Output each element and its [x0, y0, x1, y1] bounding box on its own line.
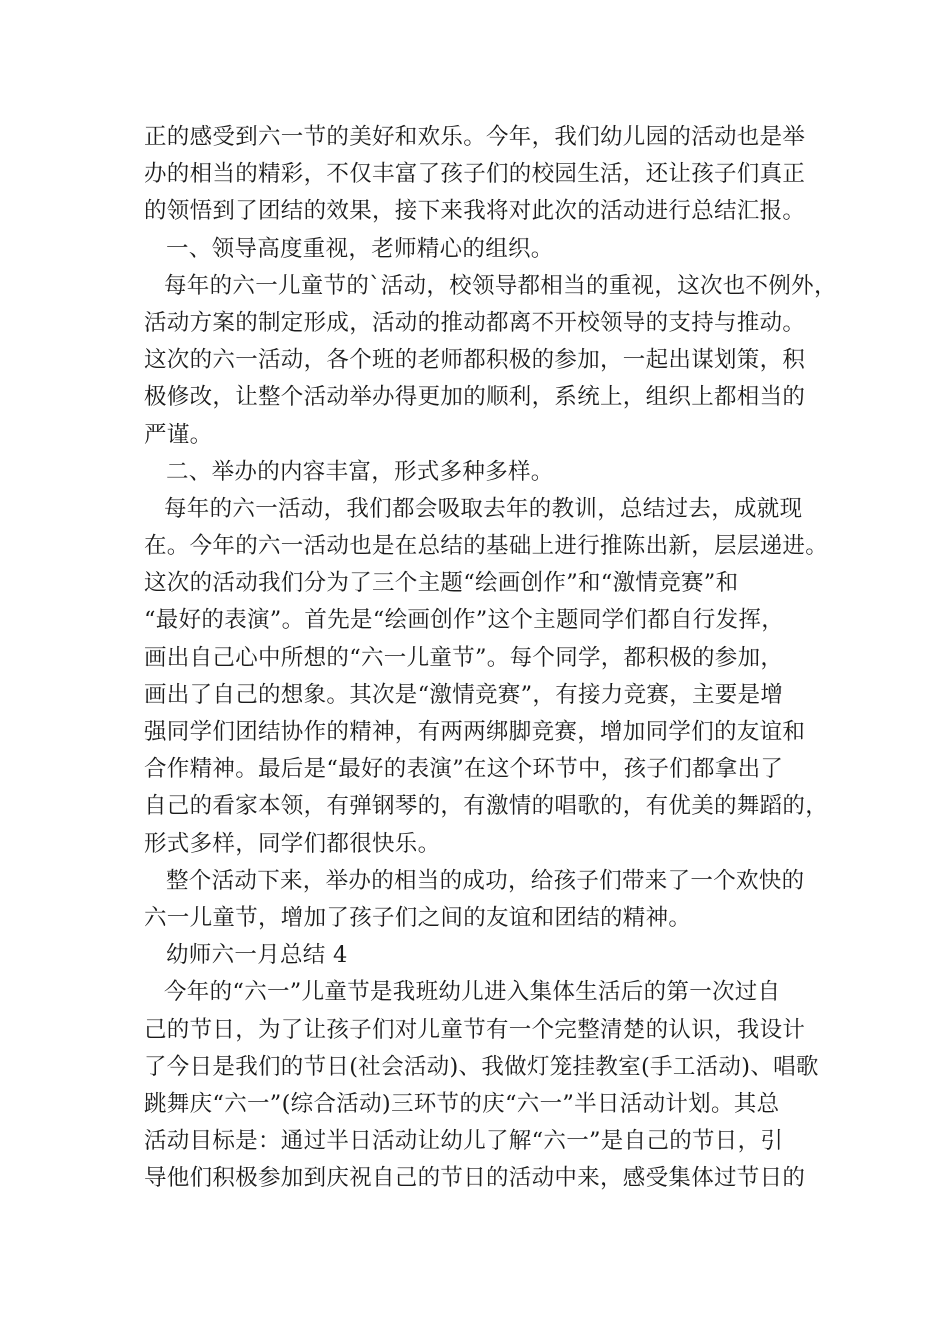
- text-line: 办的相当的精彩，不仅丰富了孩子们的校园生活，还让孩子们真正: [144, 161, 806, 188]
- section-heading: 幼师六一月总结 4: [166, 942, 348, 969]
- text-line: “最好的表演”。首先是“绘画创作”这个主题同学们都自行发挥，: [144, 607, 785, 634]
- text-line: 极修改，让整个活动举办得更加的顺利，系统上，组织上都相当的: [144, 384, 806, 411]
- text-line: 己的节日，为了让孩子们对儿童节有一个完整清楚的认识，我设计: [144, 1016, 806, 1043]
- text-line: 正的感受到六一节的美好和欢乐。今年，我们幼儿园的活动也是举: [144, 124, 806, 150]
- text-line: 活动方案的制定形成，活动的推动都离不开校领导的支持与推动。: [144, 309, 806, 336]
- text-line: 今年的“六一”儿童节是我班幼儿进入集体生活后的第一次过自: [164, 979, 781, 1006]
- text-line: 每年的六一儿童节的`活动，校领导都相当的重视，这次也不例外，: [164, 272, 837, 299]
- text-line: 跳舞庆“六一”(综合活动)三环节的庆“六一”半日活动计划。其总: [144, 1090, 780, 1117]
- text-line: 形式多样，同学们都很快乐。: [144, 830, 441, 857]
- text-line: 六一儿童节，增加了孩子们之间的友谊和团结的精神。: [144, 904, 692, 931]
- section-heading: 一、领导高度重视，老师精心的组织。: [166, 235, 554, 262]
- text-line: 画出自己心中所想的“六一儿童节”。每个同学，都积极的参加，: [144, 644, 784, 671]
- section-heading: 二、举办的内容丰富，形式多种多样。: [166, 458, 554, 485]
- text-line: 每年的六一活动，我们都会吸取去年的教训，总结过去，成就现: [164, 495, 803, 522]
- text-line: 活动目标是：通过半日活动让幼儿了解“六一”是自己的节日，引: [144, 1128, 784, 1155]
- text-line: 了今日是我们的节日(社会活动)、我做灯笼挂教室(手工活动)、唱歌: [144, 1053, 819, 1080]
- text-line: 这次的活动我们分为了三个主题“绘画创作”和“激情竞赛”和: [144, 570, 739, 597]
- text-line: 导他们积极参加到庆祝自己的节日的活动中来，感受集体过节日的: [144, 1165, 806, 1192]
- text-line: 这次的六一活动，各个班的老师都积极的参加，一起出谋划策，积: [144, 347, 806, 374]
- text-line: 强同学们团结协作的精神，有两两绑脚竞赛，增加同学们的友谊和: [144, 719, 806, 745]
- text-line: 在。今年的六一活动也是在总结的基础上进行推陈出新，层层递进。: [144, 533, 829, 560]
- text-line: 合作精神。最后是“最好的表演”在这个环节中，孩子们都拿出了: [144, 756, 784, 783]
- body-text: [144, 119, 837, 1197]
- text-line: 自己的看家本领，有弹钢琴的，有激情的唱歌的，有优美的舞蹈的，: [144, 793, 829, 820]
- text-line: 严谨。: [144, 421, 213, 448]
- text-line: 的领悟到了团结的效果，接下来我将对此次的活动进行总结汇报。: [144, 198, 806, 225]
- text-line: 整个活动下来，举办的相当的成功，给孩子们带来了一个欢快的: [166, 867, 805, 894]
- text-line: 画出了自己的想象。其次是“激情竞赛”，有接力竞赛，主要是增: [144, 681, 784, 708]
